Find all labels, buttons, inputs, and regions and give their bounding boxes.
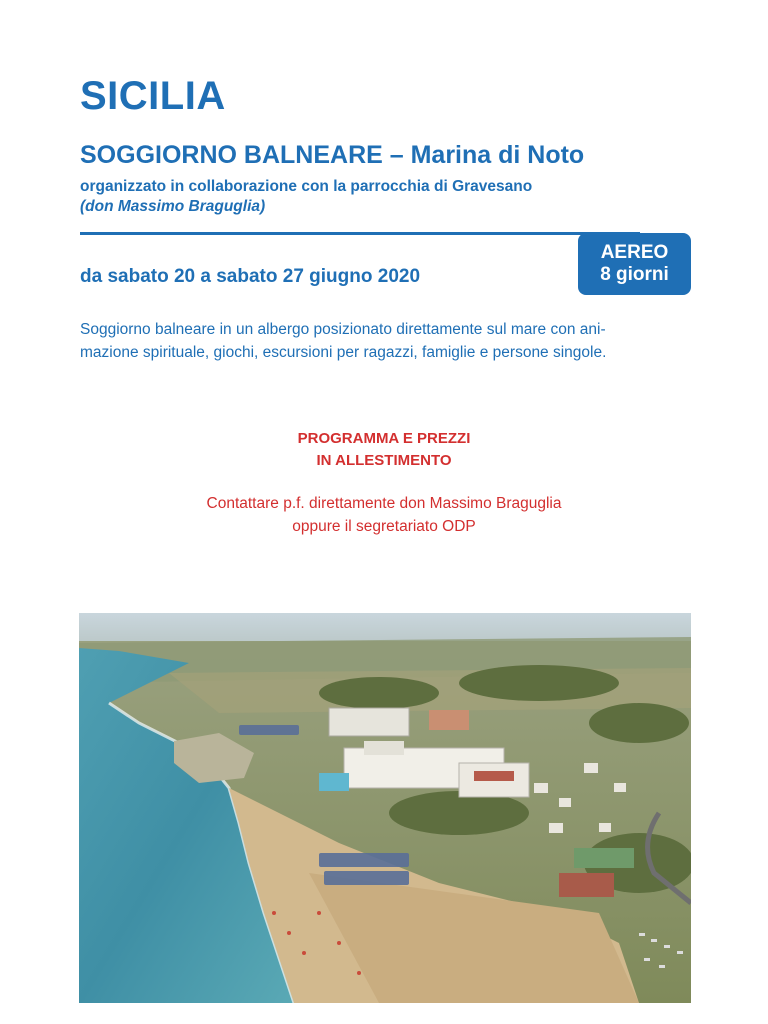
badge-duration: 8 giorni <box>600 264 669 285</box>
page-title: SICILIA <box>80 74 226 118</box>
notice-heading-2: IN ALLESTIMENTO <box>316 452 452 469</box>
description-line-2: mazione spirituale, giochi, escursioni per ragazzi, famiglie e persone singole. <box>80 344 607 361</box>
organizer-priest: (don Massimo Braguglia) <box>80 198 266 215</box>
aerial-photo-coastline-hotel <box>79 613 691 1003</box>
program-notice <box>0 428 768 538</box>
organizer-info <box>80 177 532 217</box>
notice-heading-1: PROGRAMMA E PREZZI <box>297 430 471 447</box>
travel-badge <box>578 233 691 295</box>
page-subtitle: SOGGIORNO BALNEARE – Marina di Noto <box>80 141 585 169</box>
organizer-line: organizzato in collaborazione con la parrocchia di Gravesano <box>80 178 533 195</box>
trip-dates: da sabato 20 a sabato 27 giugno 2020 <box>80 266 421 287</box>
badge-transport: AEREO <box>600 242 669 263</box>
contact-line-2: oppure il segretariato ODP <box>292 518 476 535</box>
contact-line-1: Contattare p.f. direttamente don Massimo Braguglia <box>206 495 562 512</box>
description-line-1: Soggiorno balneare in un albergo posizionato direttamente sul mare con ani- <box>80 321 606 338</box>
trip-description <box>80 318 696 364</box>
header-divider <box>80 232 640 235</box>
contact-info <box>0 492 768 538</box>
